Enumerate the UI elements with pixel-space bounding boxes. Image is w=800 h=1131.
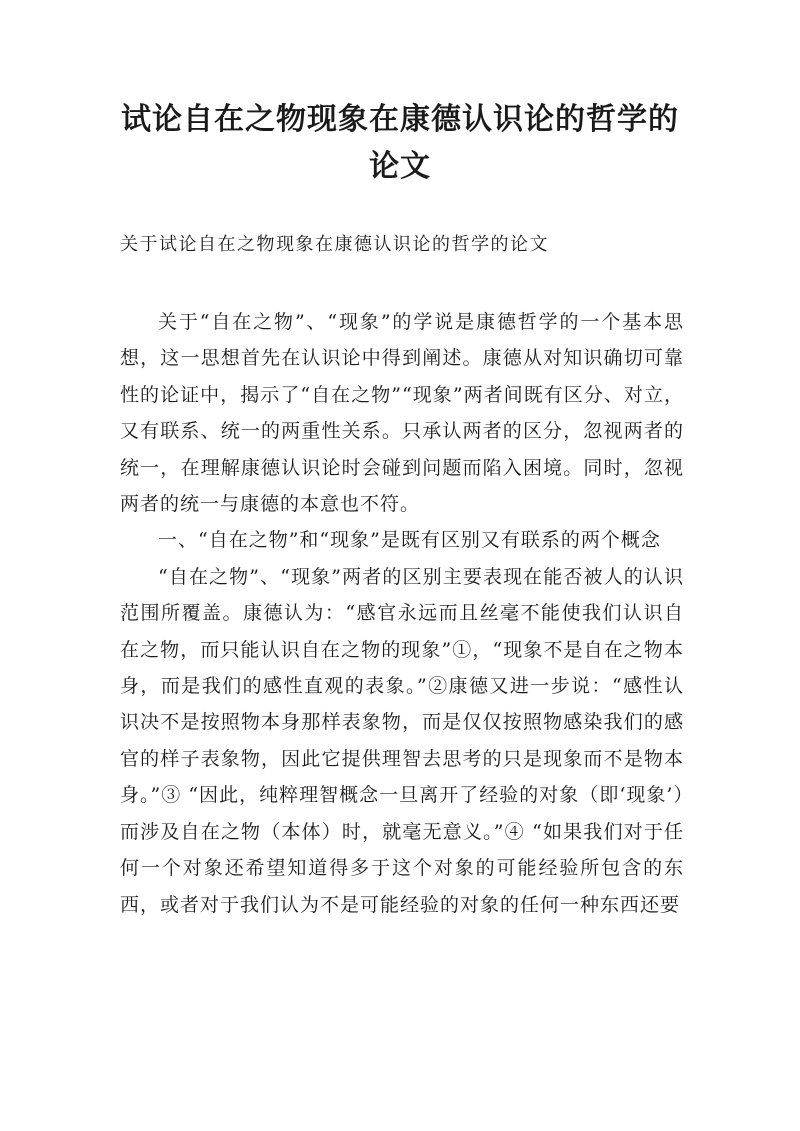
section-heading: 一、“自在之物”和“现象”是既有区别又有联系的两个概念: [158, 529, 661, 552]
document-body: [120, 304, 684, 923]
document-subtitle: 关于试论自在之物现象在康德认识论的哲学的论文: [120, 234, 549, 255]
document-title: 试论自在之物现象在康德认识论的哲学的论文: [121, 102, 679, 184]
body-paragraph-2: “自在之物”、“现象”两者的区别主要表现在能否被人的认识范围所覆盖。康德认为：“感官永远而且丝毫不能使我们认识自在之物，而只能认识自在之物的现象”①，“现象不是自在之物本身，而是我们的感性直观的表象。”②康德又进一步说：“感性认识决不是按照物本身那样表象物，而是仅仅按照物感染我们的感官的样子表象物，因此它提供理智去思考的只是现象而不是物本身。”③ “因此，纯粹理智概念一旦离开了经验的对象（即‘现象’）而涉及自在之物（本体）时，就毫无意义。”④ “如果我们对于任何一个对象还希望知道得多于这个对象的可能经验所包含的东西，或者对于我们认为不是可能经验的对象的任何一种东西还要: [120, 565, 684, 916]
body-paragraph-1: 关于“自在之物”、“现象”的学说是康德哲学的一个基本思想，这一思想首先在认识论中得到阐述。康德从对知识确切可靠性的论证中，揭示了“自在之物”“现象”两者间既有区分、对立，又有联系、统一的两重性关系。只承认两者的区分，忽视两者的统一，在理解康德认识论时会碰到问题而陷入困境。同时，忽视两者的统一与康德的本意也不符。: [120, 311, 684, 516]
